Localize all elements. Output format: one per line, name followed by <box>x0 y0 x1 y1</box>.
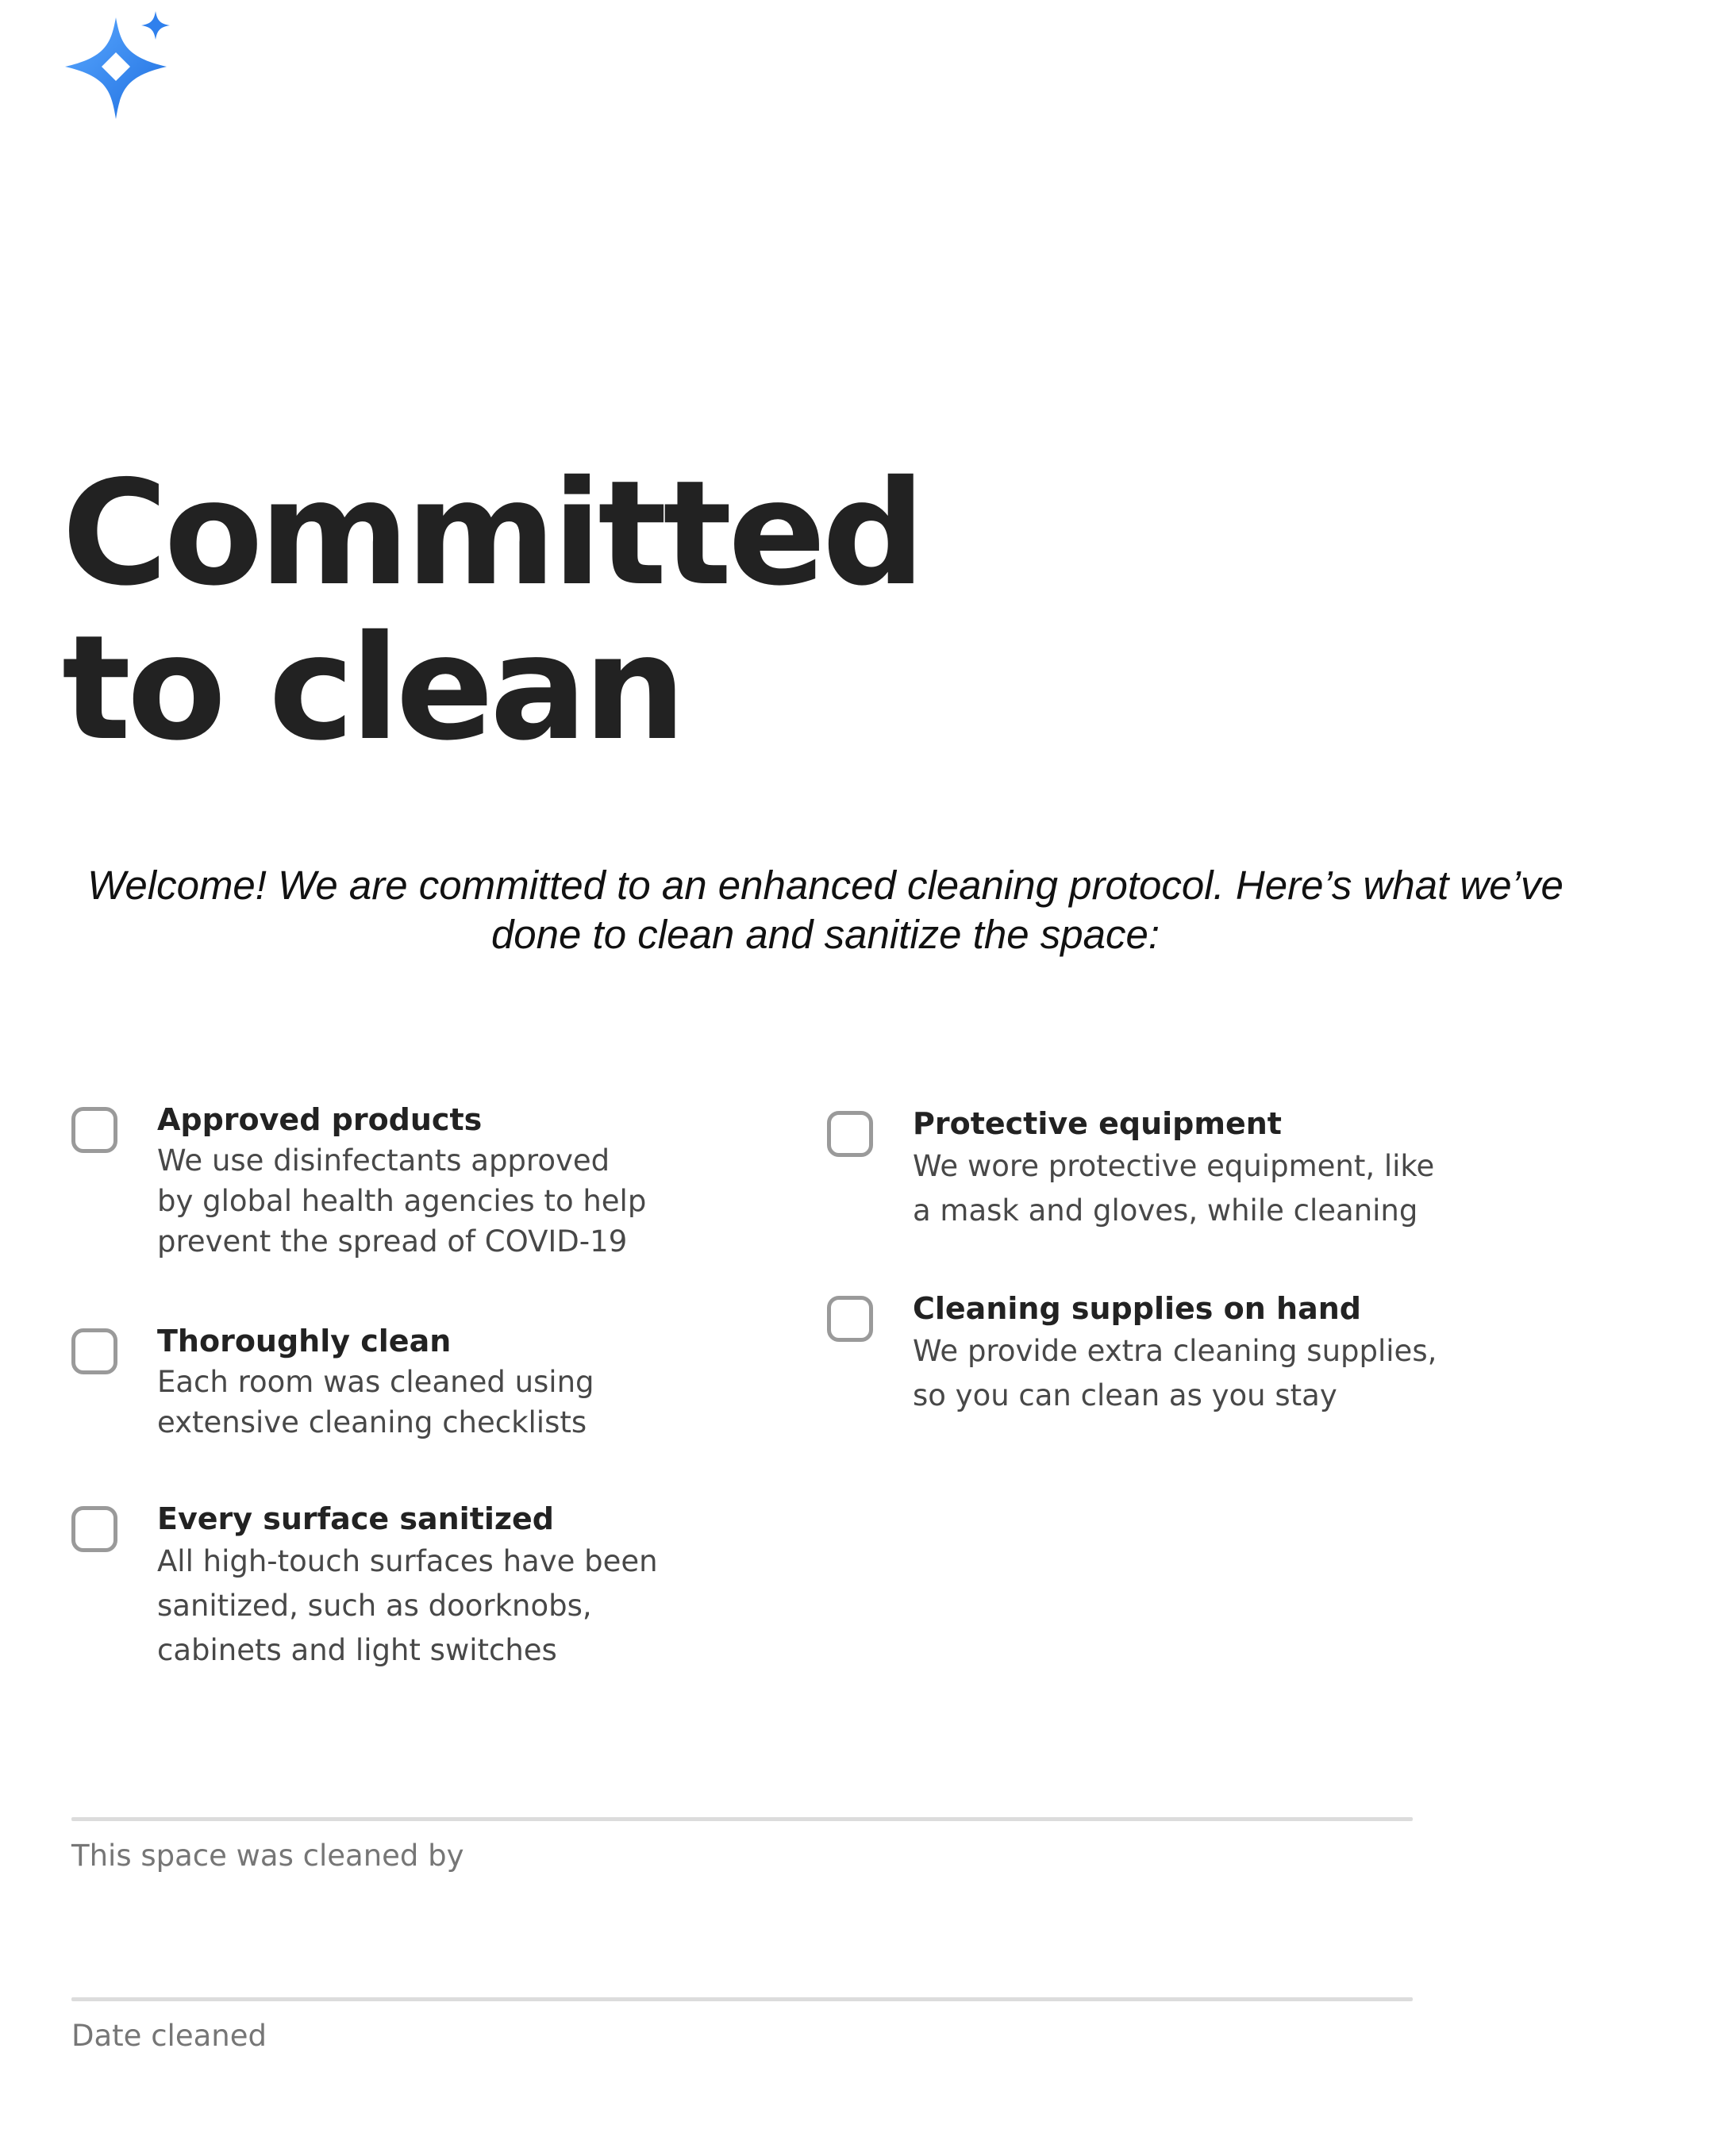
checklist-item-text <box>157 1498 760 1673</box>
checklist-item-description-line: extensive cleaning checklists <box>157 1405 587 1439</box>
checklist-item-description-line: All high-touch surfaces have been <box>157 1544 658 1578</box>
checklist-item-title: Cleaning supplies on hand <box>913 1291 1361 1326</box>
thoroughly-clean-checkbox[interactable] <box>71 1328 117 1374</box>
checklist-item-text <box>157 1099 760 1262</box>
checklist-item-text <box>913 1103 1516 1233</box>
checklist-item-text <box>157 1320 760 1443</box>
page-title-line-1: Committed <box>62 449 921 617</box>
sparkle-icon <box>57 8 183 125</box>
checklist-item-description-line: We use disinfectants approved <box>157 1143 610 1178</box>
checklist-item-title: Every surface sanitized <box>157 1501 554 1536</box>
checklist-item-description-line: We wore protective equipment, like <box>913 1149 1435 1183</box>
checklist-item-description-line: sanitized, such as doorknobs, <box>157 1589 592 1623</box>
checklist-item-description-line: Each room was cleaned using <box>157 1365 594 1399</box>
cleaning-supplies-checkbox[interactable] <box>827 1296 873 1342</box>
checklist-item-description-line: prevent the spread of COVID-19 <box>157 1224 628 1259</box>
checklist-item-description-line: by global health agencies to help <box>157 1184 647 1218</box>
date-cleaned-field[interactable] <box>71 2005 1413 2132</box>
checklist-item-description-line: a mask and gloves, while cleaning <box>913 1193 1418 1228</box>
checklist-item-text <box>913 1288 1516 1418</box>
page-title-line-2: to clean <box>62 604 683 772</box>
cleaned-by-label: This space was cleaned by <box>71 1839 464 1873</box>
checklist-item-description-line: so you can clean as you stay <box>913 1378 1337 1412</box>
checklist-item-description-line: We provide extra cleaning supplies, <box>913 1334 1437 1368</box>
checklist-item-title: Protective equipment <box>913 1106 1282 1141</box>
approved-products-checkbox[interactable] <box>71 1107 117 1153</box>
checklist-item-title: Thoroughly clean <box>157 1324 452 1359</box>
date-cleaned-divider <box>71 1997 1413 2001</box>
cleaned-by-divider <box>71 1817 1413 1821</box>
protective-equipment-checkbox[interactable] <box>827 1111 873 1157</box>
checklist-item-title: Approved products <box>157 1102 483 1137</box>
page-title <box>62 449 921 772</box>
date-cleaned-label: Date cleaned <box>71 2019 267 2053</box>
checklist-item-description-line: cabinets and light switches <box>157 1633 557 1667</box>
intro-text: Welcome! We are committed to an enhanced cleaning protocol. Here’s what we’ve done to clean and sanitize the space: <box>87 863 1564 957</box>
every-surface-sanitized-checkbox[interactable] <box>71 1506 117 1552</box>
